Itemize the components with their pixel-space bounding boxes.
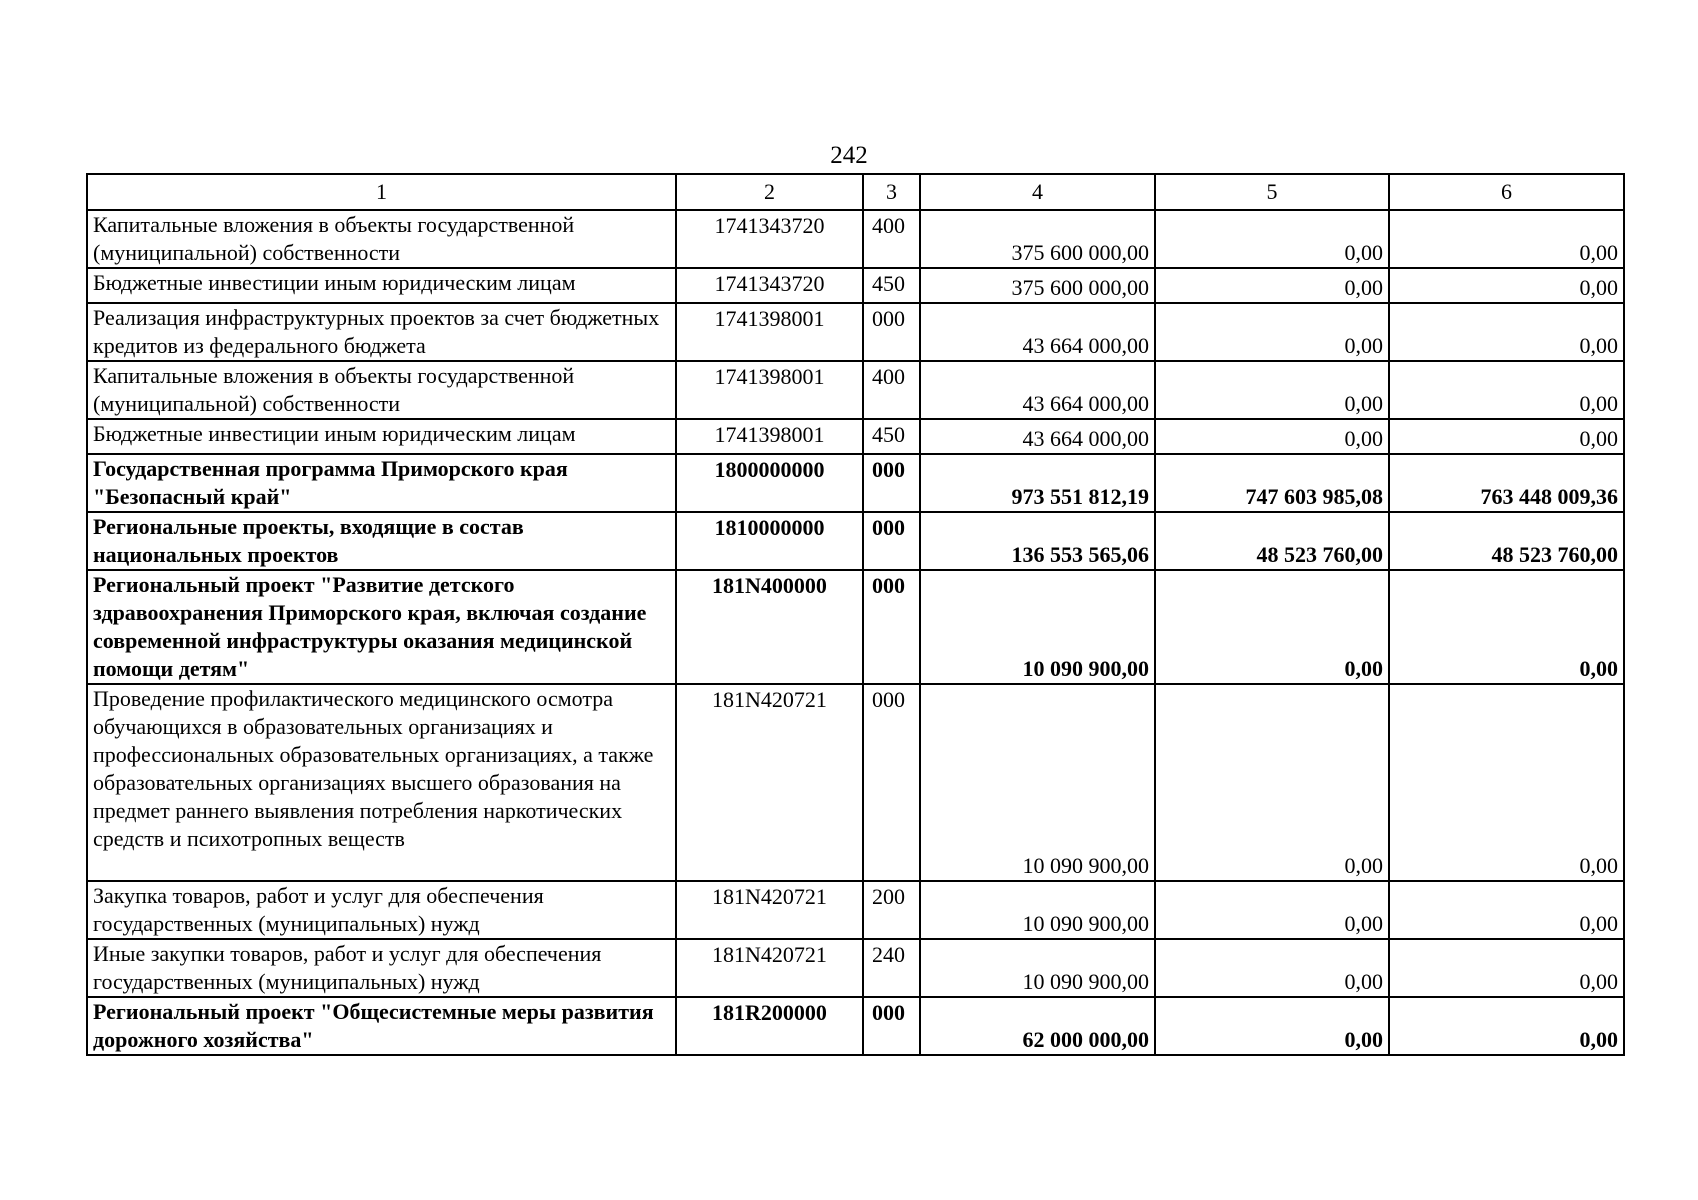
- column-header-1: 1: [87, 174, 676, 210]
- row-amount-col4-cell: 375 600 000,00: [920, 268, 1155, 303]
- row-amount-col5-cell: 0,00: [1155, 210, 1389, 268]
- row-amount-col5-cell: 0,00: [1155, 684, 1389, 881]
- row-type-cell: 450: [863, 268, 920, 303]
- row-type-cell: 000: [863, 570, 920, 684]
- row-type-cell: 450: [863, 419, 920, 454]
- row-amount-col5-cell: 0,00: [1155, 939, 1389, 997]
- table-row: [87, 570, 1624, 684]
- row-type-cell: 400: [863, 210, 920, 268]
- page-number: 242: [830, 142, 868, 169]
- table-row: [87, 303, 1624, 361]
- row-code-cell: 1810000000: [676, 512, 863, 570]
- column-header-6: 6: [1389, 174, 1624, 210]
- row-type-cell: 000: [863, 512, 920, 570]
- row-type-cell: 240: [863, 939, 920, 997]
- row-amount-col6-cell: 0,00: [1389, 997, 1624, 1055]
- row-code-cell: 181R200000: [676, 997, 863, 1055]
- column-header-3: 3: [863, 174, 920, 210]
- row-amount-col4-cell: 10 090 900,00: [920, 570, 1155, 684]
- row-amount-col4-cell: 10 090 900,00: [920, 881, 1155, 939]
- table-row: [87, 454, 1624, 512]
- row-name-cell: Проведение профилактического медицинского осмотра обучающихся в образовательных организациях и профессиональных образовательных организациях, а также образовательных организациях высшего образования на предмет раннего выявления потребления наркотических средств и психотропных веществ: [87, 684, 676, 881]
- row-amount-col4-cell: 43 664 000,00: [920, 419, 1155, 454]
- row-amount-col4-cell: 10 090 900,00: [920, 939, 1155, 997]
- row-name-cell: Иные закупки товаров, работ и услуг для обеспечения государственных (муниципальных) нужд: [87, 939, 676, 997]
- row-amount-col6-cell: 0,00: [1389, 939, 1624, 997]
- row-amount-col4-cell: 10 090 900,00: [920, 684, 1155, 881]
- row-code-cell: 1741398001: [676, 303, 863, 361]
- row-amount-col5-cell: 0,00: [1155, 361, 1389, 419]
- row-amount-col4-cell: 973 551 812,19: [920, 454, 1155, 512]
- row-code-cell: 1741343720: [676, 210, 863, 268]
- row-code-cell: 1741343720: [676, 268, 863, 303]
- row-name-cell: Реализация инфраструктурных проектов за счет бюджетных кредитов из федерального бюджета: [87, 303, 676, 361]
- table-row: [87, 881, 1624, 939]
- row-amount-col5-cell: 0,00: [1155, 570, 1389, 684]
- row-amount-col4-cell: 43 664 000,00: [920, 303, 1155, 361]
- table-row: [87, 684, 1624, 881]
- row-amount-col5-cell: 0,00: [1155, 997, 1389, 1055]
- row-amount-col6-cell: 0,00: [1389, 419, 1624, 454]
- row-amount-col4-cell: 62 000 000,00: [920, 997, 1155, 1055]
- budget-table: [86, 173, 1625, 1056]
- row-amount-col6-cell: 0,00: [1389, 210, 1624, 268]
- row-amount-col4-cell: 375 600 000,00: [920, 210, 1155, 268]
- row-name-cell: Региональный проект "Общесистемные меры развития дорожного хозяйства": [87, 997, 676, 1055]
- row-code-cell: 181N400000: [676, 570, 863, 684]
- column-header-4: 4: [920, 174, 1155, 210]
- row-amount-col6-cell: 0,00: [1389, 881, 1624, 939]
- row-type-cell: 200: [863, 881, 920, 939]
- row-code-cell: 181N420721: [676, 881, 863, 939]
- row-amount-col4-cell: 43 664 000,00: [920, 361, 1155, 419]
- table-row: [87, 419, 1624, 454]
- row-amount-col6-cell: 48 523 760,00: [1389, 512, 1624, 570]
- row-amount-col6-cell: 763 448 009,36: [1389, 454, 1624, 512]
- row-amount-col6-cell: 0,00: [1389, 361, 1624, 419]
- row-amount-col4-cell: 136 553 565,06: [920, 512, 1155, 570]
- row-name-cell: Капитальные вложения в объекты государственной (муниципальной) собственности: [87, 361, 676, 419]
- row-amount-col6-cell: 0,00: [1389, 570, 1624, 684]
- table-row: [87, 210, 1624, 268]
- row-code-cell: 1741398001: [676, 419, 863, 454]
- table-row: [87, 997, 1624, 1055]
- row-name-cell: Бюджетные инвестиции иным юридическим лицам: [87, 419, 676, 454]
- row-name-cell: Закупка товаров, работ и услуг для обеспечения государственных (муниципальных) нужд: [87, 881, 676, 939]
- row-amount-col5-cell: 0,00: [1155, 268, 1389, 303]
- column-header-2: 2: [676, 174, 863, 210]
- row-amount-col5-cell: 747 603 985,08: [1155, 454, 1389, 512]
- row-name-cell: Региональные проекты, входящие в состав национальных проектов: [87, 512, 676, 570]
- row-type-cell: 000: [863, 684, 920, 881]
- row-type-cell: 000: [863, 303, 920, 361]
- row-code-cell: 1800000000: [676, 454, 863, 512]
- row-amount-col5-cell: 0,00: [1155, 419, 1389, 454]
- row-name-cell: Государственная программа Приморского края "Безопасный край": [87, 454, 676, 512]
- row-amount-col6-cell: 0,00: [1389, 684, 1624, 881]
- row-amount-col6-cell: 0,00: [1389, 303, 1624, 361]
- table-row: [87, 939, 1624, 997]
- row-amount-col5-cell: 0,00: [1155, 303, 1389, 361]
- row-code-cell: 181N420721: [676, 684, 863, 881]
- column-header-row: [87, 174, 1624, 210]
- row-type-cell: 000: [863, 454, 920, 512]
- row-name-cell: Бюджетные инвестиции иным юридическим лицам: [87, 268, 676, 303]
- column-header-5: 5: [1155, 174, 1389, 210]
- row-amount-col6-cell: 0,00: [1389, 268, 1624, 303]
- row-name-cell: Региональный проект "Развитие детского здравоохранения Приморского края, включая создание современной инфраструктуры оказания медицинской помощи детям": [87, 570, 676, 684]
- row-code-cell: 181N420721: [676, 939, 863, 997]
- row-amount-col5-cell: 48 523 760,00: [1155, 512, 1389, 570]
- table-row: [87, 268, 1624, 303]
- row-type-cell: 000: [863, 997, 920, 1055]
- row-amount-col5-cell: 0,00: [1155, 881, 1389, 939]
- row-name-cell: Капитальные вложения в объекты государственной (муниципальной) собственности: [87, 210, 676, 268]
- table-row: [87, 361, 1624, 419]
- table-row: [87, 512, 1624, 570]
- row-type-cell: 400: [863, 361, 920, 419]
- row-code-cell: 1741398001: [676, 361, 863, 419]
